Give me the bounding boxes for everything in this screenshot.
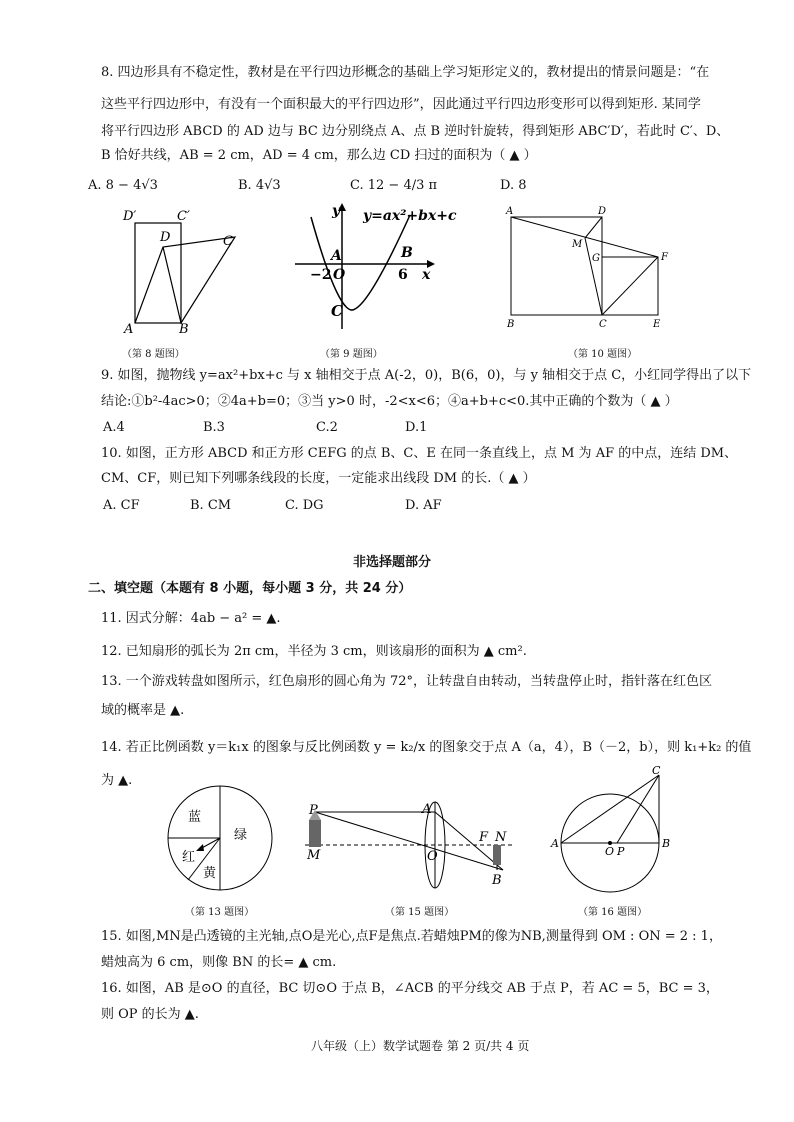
fig16-label-o: O (605, 845, 615, 858)
q11: 11. 因式分解：4ab − a² = ▲. (101, 611, 281, 626)
fig10-label-b: B (507, 319, 515, 330)
fig16-caption: （第 16 题图） (578, 907, 648, 918)
figure-16 (551, 764, 685, 895)
fig9-label-c: C (331, 302, 343, 320)
q8-line-1: 8. 四边形具有不稳定性，教材是在平行四边形概念的基础上学习矩形定义的，教材提出的情景问题是：“在 (101, 65, 710, 80)
fig13-label-green: 绿 (234, 828, 248, 843)
fig9-label-b: B (401, 245, 413, 261)
q8-option-b: B. 4√3 (238, 178, 281, 193)
fig13-caption: （第 13 题图） (185, 907, 255, 918)
q14-line-2: 为 ▲. (101, 773, 133, 788)
fig15-label-b: B (492, 873, 502, 888)
q15-line-2: 蜡烛高为 6 cm，则像 BN 的长= ▲ cm. (101, 955, 337, 970)
fig8-label-b: B (179, 322, 189, 337)
fig10-label-d: D (598, 206, 607, 217)
fig16-label-a: A (551, 837, 559, 850)
fig8-label-a: A (124, 322, 134, 337)
fig9-label-x: x (422, 267, 431, 283)
fig15-caption: （第 15 题图） (385, 907, 455, 918)
fig10-label-f: F (661, 252, 668, 263)
fig10-label-m: M (572, 239, 583, 250)
q8-line-2: 这些平行四边形中，有没有一个面积最大的平行四边形”，因此通过平行四边形变形可以得到矩形. 某同学 (101, 97, 701, 112)
q8-option-c: C. 12 − 4/3 π (350, 178, 438, 193)
fig8-label-c-prime: C′ (177, 209, 190, 224)
q10-option-b: B. CM (190, 498, 232, 513)
q10-line-1: 10. 如图，正方形 ABCD 和正方形 CEFG 的点 B、C、E 在同一条直线上，点 M 为 AF 的中点，连结 DM、 (101, 446, 738, 461)
q9-option-a: A.4 (103, 420, 125, 435)
q16-line-1: 16. 如图，AB 是⊙O 的直径，BC 切⊙O 于点 B，∠ACB 的平分线交 AB 于点 P，若 AC = 5，BC = 3， (101, 981, 719, 996)
fig13-label-red: 红 (182, 850, 196, 865)
q8-option-a: A. 8 − 4√3 (88, 178, 158, 193)
fig8-label-c: C (223, 234, 233, 249)
figure-13 (160, 785, 280, 895)
fig10-label-e: E (653, 319, 661, 330)
figure-15 (305, 800, 515, 895)
fig9-tick-6: 6 (398, 267, 408, 283)
q12: 12. 已知扇形的弧长为 2π cm，半径为 3 cm，则该扇形的面积为 ▲ cm². (101, 644, 527, 659)
q10-option-d: D. AF (405, 498, 442, 513)
q14-line-1: 14. 若正比例函数 y＝k₁x 的图象与反比例函数 y = k₂/x 的图象交于点 A（a，4），B（－2，b），则 k₁+k₂ 的值 (101, 740, 752, 755)
fig10-label-g: G (592, 253, 600, 264)
q9-option-c: C.2 (316, 420, 338, 435)
q10-line-2: CM、CF，则已知下列哪条线段的长度，一定能求出线段 DM 的长.（ ▲ ） (101, 471, 536, 486)
q8-option-d: D. 8 (500, 178, 527, 193)
q8-line-4: B 恰好共线，AB = 2 cm，AD = 4 cm，那么边 CD 扫过的面积为（ ▲ ） (101, 148, 537, 163)
q9-line-2: 结论:①b²-4ac>0；②4a+b=0；③当 y>0 时，-2<x<6；④a+b+c<0.其中正确的个数为（ ▲ ） (101, 394, 678, 409)
fig16-label-p: P (617, 845, 625, 858)
fig9-label-a: A (331, 248, 342, 264)
fig9-label-o: O (333, 267, 346, 283)
q15-line-1: 15. 如图,MN是凸透镜的主光轴,点O是光心,点F是焦点.若蜡烛PM的像为NB,测量得到 OM : ON = 2 : 1， (101, 929, 722, 944)
fig9-equation: y=ax²+bx+c (363, 208, 457, 224)
fig8-label-d: D (160, 230, 171, 245)
q16-line-2: 则 OP 的长为 ▲. (101, 1007, 199, 1022)
fig15-label-m: M (307, 848, 321, 863)
fig15-label-a: A (422, 802, 432, 817)
figure-8 (115, 205, 255, 335)
fig15-label-f: F (479, 830, 489, 845)
fig15-label-o: O (427, 849, 438, 864)
fig15-label-n: N (495, 830, 507, 845)
part-title: 非选择题部分 (353, 555, 432, 570)
q9-line-1: 9. 如图，抛物线 y=ax²+bx+c 与 x 轴相交于点 A(-2，0)，B(6，0)，与 y 轴相交于点 C，小红同学得出了以下 (101, 368, 752, 383)
q13-line-2: 域的概率是 ▲. (101, 703, 185, 718)
q10-option-a: A. CF (103, 498, 140, 513)
q9-option-d: D.1 (405, 420, 428, 435)
fig10-caption: （第 10 题图） (568, 349, 638, 360)
fig8-caption: （第 8 题图） (122, 349, 185, 360)
fig13-label-blue: 蓝 (188, 810, 202, 825)
figure-9 (295, 205, 455, 335)
fig13-label-yellow: 黄 (203, 866, 217, 881)
q9-option-b: B.3 (203, 420, 225, 435)
fig10-label-a: A (506, 206, 514, 217)
fig15-label-p: P (309, 803, 318, 818)
page-footer: 八年级（上）数学试题卷 第 2 页/共 4 页 (311, 1039, 530, 1053)
fig10-label-c: C (599, 319, 607, 330)
figure-10 (500, 205, 680, 335)
fig9-caption: （第 9 题图） (320, 349, 383, 360)
q10-option-c: C. DG (285, 498, 324, 513)
q8-line-3: 将平行四边形 ABCD 的 AD 边与 BC 边分别绕点 A、点 B 逆时针旋转，得到矩形 ABC′D′，若此时 C′、D、 (101, 124, 730, 139)
q13-line-1: 13. 一个游戏转盘如图所示，红色扇形的圆心角为 72°，让转盘自由转动，当转盘停止时，指针落在红色区 (101, 674, 712, 689)
section-2-heading: 二、填空题（本题有 8 小题，每小题 3 分，共 24 分） (88, 581, 412, 596)
fig8-label-d-prime: D′ (123, 209, 137, 224)
fig16-label-b: B (662, 837, 671, 850)
fig9-label-y: y (332, 203, 341, 219)
fig9-tick-neg2: −2 (310, 267, 332, 283)
fig16-label-c: C (652, 764, 661, 777)
